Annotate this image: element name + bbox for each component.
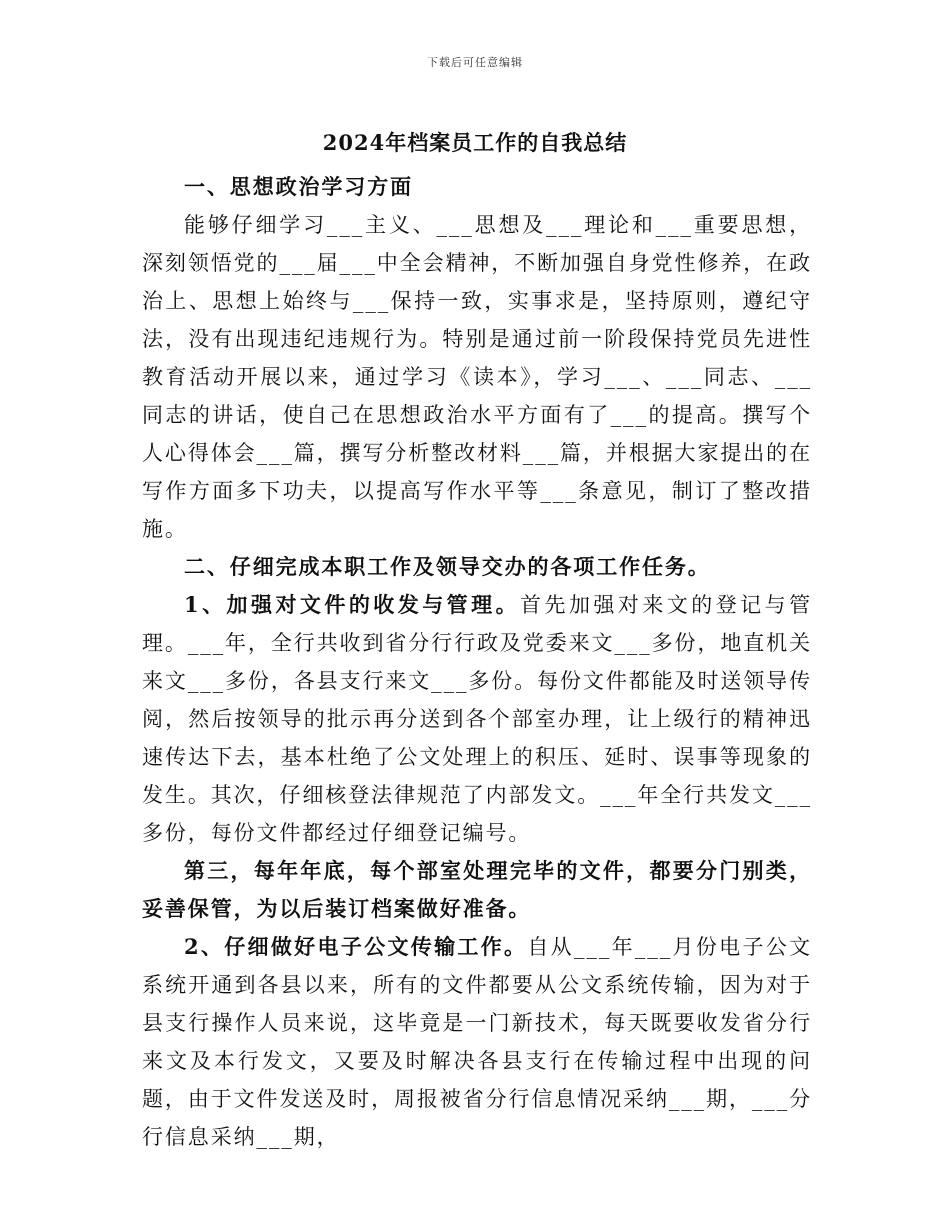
section-2-heading: 二、仔细完成本职工作及领导交办的各项工作任务。 bbox=[184, 554, 711, 579]
section-1-heading: 一、思想政治学习方面 bbox=[184, 174, 413, 199]
document-title: 2024年档案员工作的自我总结 bbox=[322, 130, 628, 155]
document-body bbox=[142, 168, 812, 1156]
item-2-text: 自从___年___月份电子公文系统开通到各县以来，所有的文件都要从公文系统传输，因为对于县支行操作人员来说，这毕竟是一门新技术，每天既要收发省分行来文及本行发文，又要及时解决各县支行在传输过程中出现的问题，由于文件发送及时，周报被省分行信息情况采纳___期，___分行信息采纳___期， bbox=[142, 935, 812, 1149]
section-2-third-point: 第三，每年年底，每个部室处理完毕的文件，都要分门别类，妥善保管，为以后装订档案做好准备。 bbox=[142, 858, 812, 921]
item-1-text: 首先加强对来文的登记与管理。___年，全行共收到省分行行政及党委来文___多份，地直机关来文___多份，各县支行来文___多份。每份文件都能及时送领导传阅，然后按领导的批示再分送到各个部室办理，让上级行的精神迅速传达下去，基本杜绝了公文处理上的积压、延时、误事等现象的发生。其次，仔细核登法律规范了内部发文。___年全行共发文___多份，每份文件都经过仔细登记编号。 bbox=[142, 593, 812, 845]
item-1-lead: 1、加强对文件的收发与管理。 bbox=[184, 592, 521, 617]
download-note: 下载后可任意编辑 bbox=[427, 56, 523, 69]
item-2-lead: 2、仔细做好电子公文传输工作。 bbox=[184, 934, 528, 959]
section-2-item-1 bbox=[142, 586, 812, 852]
section-2-item-2 bbox=[142, 928, 812, 1156]
section-1-paragraph: 能够仔细学习___主义、___思想及___理论和___重要思想，深刻领悟党的___届___中全会精神，不断加强自身党性修养，在政治上、思想上始终与___保持一致，实事求是，坚持原则，遵纪守法，没有出现违纪违规行为。特别是通过前一阶段保持党员先进性教育活动开展以来，通过学习《读本》，学习___、___同志、___同志的讲话，使自己在思想政治水平方面有了___的提高。撰写个人心得体会___篇，撰写分析整改材料___篇，并根据大家提出的在写作方面多下功夫，以提高写作水平等___条意见，制订了整改措施。 bbox=[142, 213, 812, 541]
